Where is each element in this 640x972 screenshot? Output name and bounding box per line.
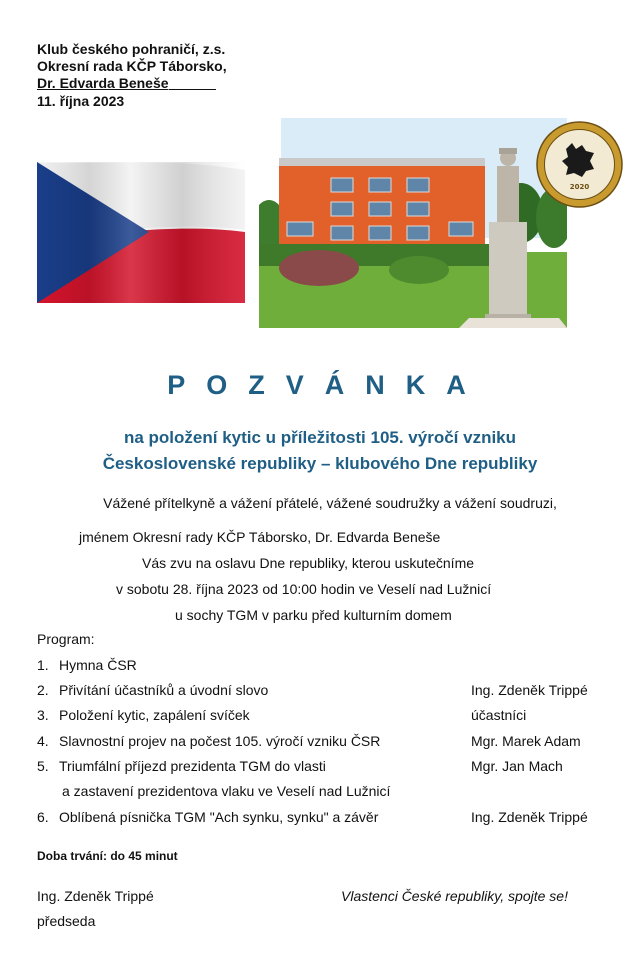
program-item-num: 6. [37, 809, 49, 825]
body-line-3: v sobotu 28. října 2023 od 10:00 hodin ve Veselí nad Lužnicí [116, 581, 492, 597]
duration-note: Doba trvání: do 45 minut [37, 849, 178, 863]
org-name: Klub českého pohraničí, z.s. [37, 41, 226, 57]
org-branch-text: Dr. Edvarda Beneše [37, 75, 169, 91]
program-item-num: 2. [37, 682, 49, 698]
program-item-text: Triumfální příjezd prezidenta TGM do vlasti [59, 758, 326, 774]
program-item-text: Hymna ČSR [59, 657, 137, 673]
program-item-text: Slavnostní projev na počest 105. výročí vzniku ČSR [59, 733, 381, 749]
program-item-person: účastníci [471, 707, 527, 723]
program-item-text: Položení kytic, zapálení svíček [59, 707, 250, 723]
program-item-num: 3. [37, 707, 49, 723]
program-item-person: Ing. Zdeněk Trippé [471, 682, 588, 698]
program-item-text: Přivítání účastníků a úvodní slovo [59, 682, 269, 698]
program-item-person: Ing. Zdeněk Trippé [471, 809, 588, 825]
signature-name: Ing. Zdeněk Trippé [37, 888, 154, 904]
org-district: Okresní rada KČP Táborsko, [37, 58, 227, 74]
building-statue-photo [259, 118, 567, 328]
greeting: Vážené přítelkyně a vážení přátelé, vážené soudružky a vážení soudruzi, [103, 495, 557, 511]
program-item-person: Mgr. Marek Adam [471, 733, 581, 749]
program-item-person: Mgr. Jan Mach [471, 758, 563, 774]
signature-role: předseda [37, 913, 96, 929]
body-line-2: Vás zvu na oslavu Dne republiky, kterou uskutečníme [142, 555, 475, 571]
program-label: Program: [37, 631, 95, 647]
motto: Vlastenci České republiky, spojte se! [341, 888, 568, 904]
body-line-1: jménem Okresní rady KČP Táborsko, Dr. Edvarda Beneše [79, 529, 441, 545]
subtitle-line-1: na položení kytic u příležitosti 105. výročí vzniku [123, 428, 517, 447]
club-badge-seal [536, 121, 623, 208]
underline-pad [169, 75, 216, 90]
program-item-text-continued: a zastavení prezidentova vlaku ve Veselí nad Lužnicí [62, 783, 391, 799]
program-item-text: Oblíbená písnička TGM "Ach synku, synku" a závěr [59, 809, 379, 825]
program-item-num: 5. [37, 758, 49, 774]
badge-year: 2020 [569, 183, 590, 191]
page-title: POZVÁNKA [167, 370, 487, 400]
body-line-4: u sochy TGM v parku před kulturním domem [175, 607, 452, 623]
subtitle-line-2: Československé republiky – klubového Dne republiky [102, 454, 538, 473]
org-branch [37, 75, 216, 92]
letter-date: 11. října 2023 [37, 93, 125, 109]
program-item-num: 1. [37, 657, 49, 673]
program-item-num: 4. [37, 733, 49, 749]
czech-flag-image [37, 162, 245, 303]
